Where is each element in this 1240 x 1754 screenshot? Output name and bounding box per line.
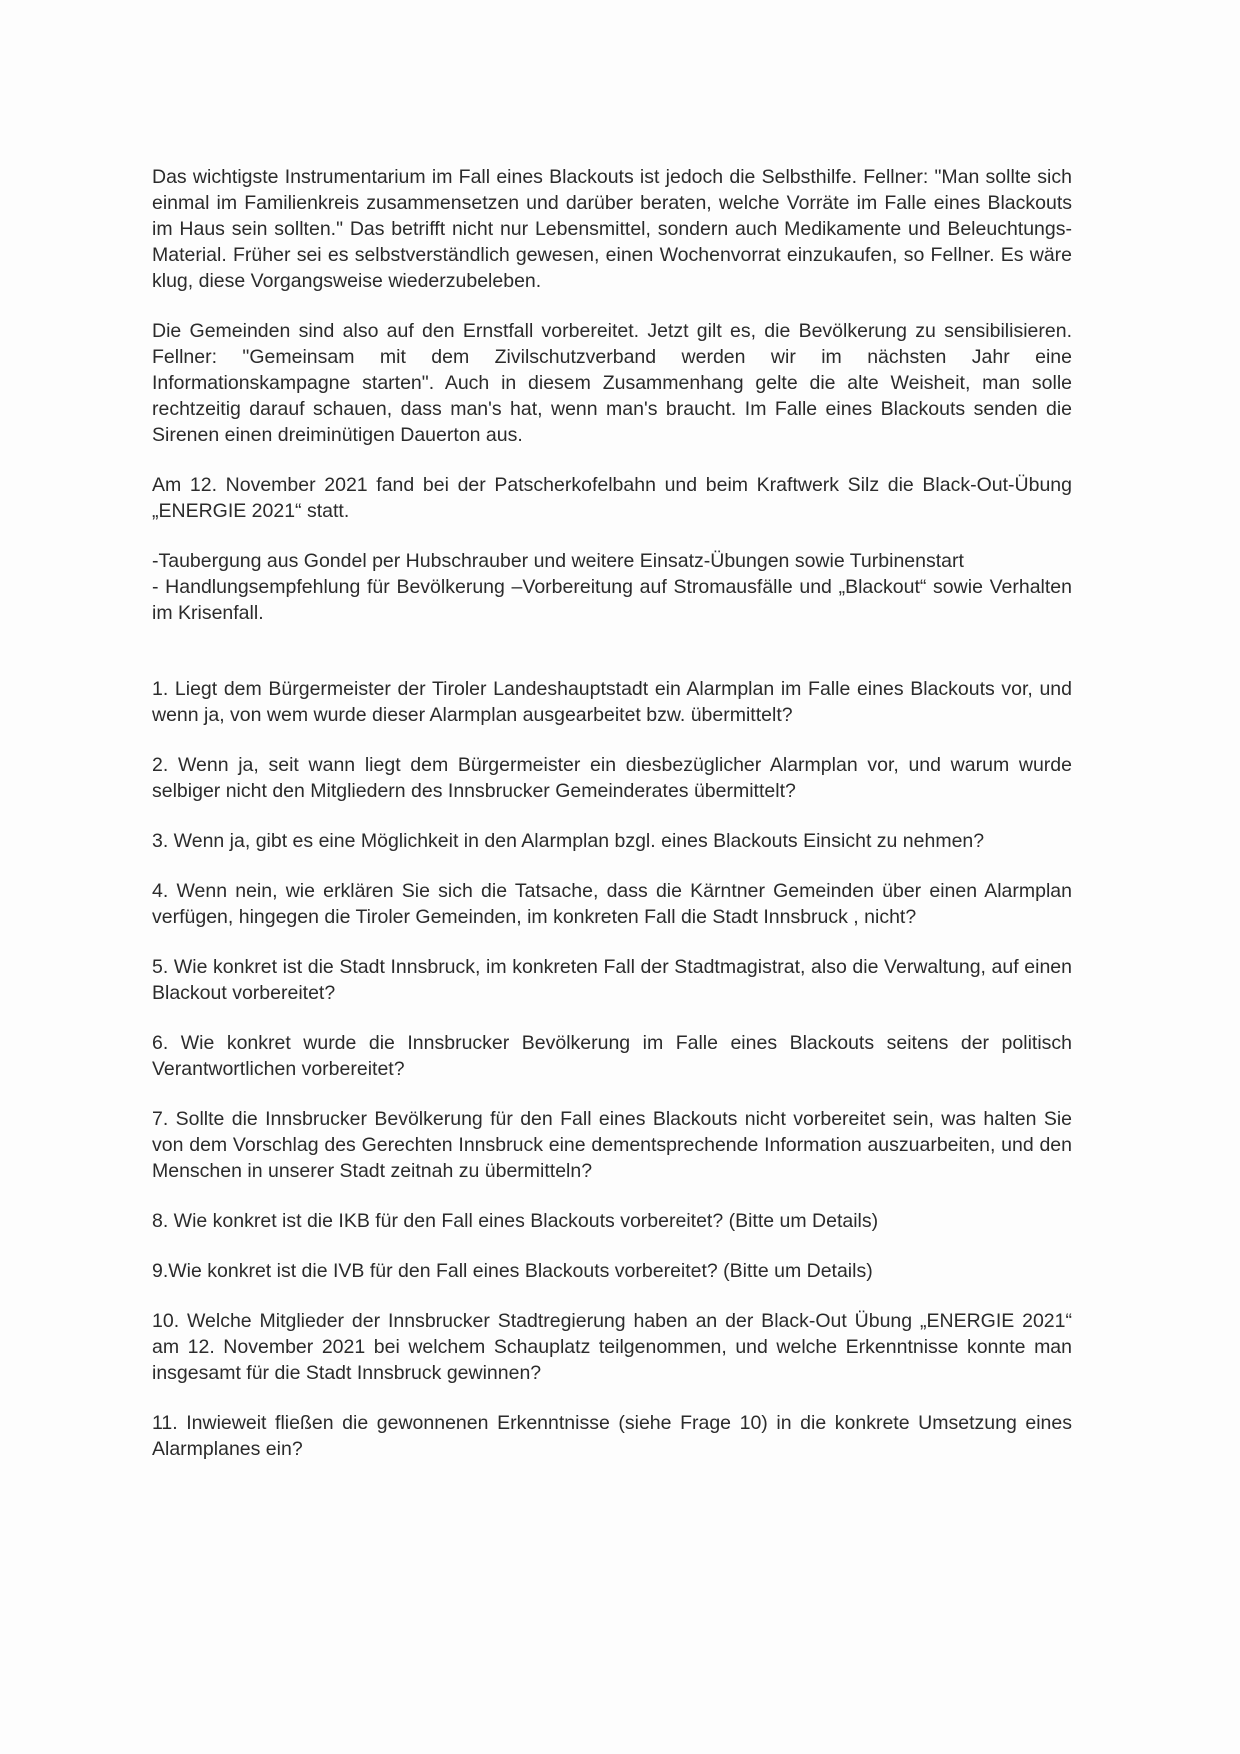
bullet-item: -Taubergung aus Gondel per Hubschrauber und weitere Einsatz-Übungen sowie Turbinenstart bbox=[152, 550, 964, 572]
question-7: 7. Sollte die Innsbrucker Bevölkerung für den Fall eines Blackouts nicht vorbereitet sein, was halten Sie von dem Vorschlag des Gerechten Innsbruck eine dementsprechende Information auszuarbeiten, und den Menschen in unserer Stadt zeitnah zu übermitteln? bbox=[152, 1108, 1072, 1182]
intro-paragraph-gemeinden: Die Gemeinden sind also auf den Ernstfall vorbereitet. Jetzt gilt es, die Bevölkerung zu sensibilisieren. Fellner: "Gemeinsam mit dem Zivilschutzverband werden wir im nächsten Jahr eine Informationskampagne starten". Auch in diesem Zusammenhang gelte die alte Weisheit, man solle rechtzeitig darauf schauen, dass man's hat, wenn man's braucht. Im Falle eines Blackouts senden die Sirenen einen dreiminütigen Dauerton aus. bbox=[152, 320, 1072, 446]
question-10: 10. Welche Mitglieder der Innsbrucker Stadtregierung haben an der Black-Out Übung „ENERGIE 2021“ am 12. November 2021 bei welchem Schauplatz teilgenommen, und welche Erkenntnisse konnte man insgesamt für die Stadt Innsbruck gewinnen? bbox=[152, 1310, 1072, 1384]
question-9: 9.Wie konkret ist die IVB für den Fall eines Blackouts vorbereitet? (Bitte um Details) bbox=[152, 1260, 873, 1282]
question-4: 4. Wenn nein, wie erklären Sie sich die Tatsache, dass die Kärntner Gemeinden über einen Alarmplan verfügen, hingegen die Tiroler Gemeinden, im konkreten Fall die Stadt Innsbruck , nicht? bbox=[152, 880, 1072, 928]
document-body bbox=[152, 164, 1072, 1486]
intro-paragraph-selbsthilfe: Das wichtigste Instrumentarium im Fall eines Blackouts ist jedoch die Selbsthilfe. Fellner: "Man sollte sich einmal im Familienkreis zusammensetzen und darüber beraten, welche Vorräte im Falle eines Blackouts im Haus sein sollten." Das betrifft nicht nur Lebensmittel, sondern auch Medikamente und Beleuchtungs-Material. Früher sei es selbstverständlich gewesen, einen Wochenvorrat einzukaufen, so Fellner. Es wäre klug, diese Vorgangsweise wiederzubeleben. bbox=[152, 166, 1072, 292]
question-6: 6. Wie konkret wurde die Innsbrucker Bevölkerung im Falle eines Blackouts seitens der politisch Verantwortlichen vorbereitet? bbox=[152, 1032, 1072, 1080]
question-1: 1. Liegt dem Bürgermeister der Tiroler Landeshauptstadt ein Alarmplan im Falle eines Blackouts vor, und wenn ja, von wem wurde dieser Alarmplan ausgearbeitet bzw. übermittelt? bbox=[152, 678, 1072, 726]
question-8: 8. Wie konkret ist die IKB für den Fall eines Blackouts vorbereitet? (Bitte um Details) bbox=[152, 1210, 879, 1232]
intro-paragraph-uebung: Am 12. November 2021 fand bei der Patscherkofelbahn und beim Kraftwerk Silz die Black-Out-Übung „ENERGIE 2021“ statt. bbox=[152, 474, 1072, 522]
bullet-item: - Handlungsempfehlung für Bevölkerung –Vorbereitung auf Stromausfälle und „Blackout“ sowie Verhalten im Krisenfall. bbox=[152, 576, 1072, 624]
question-11: 11. Inwieweit fließen die gewonnenen Erkenntnisse (siehe Frage 10) in die konkrete Umsetzung eines Alarmplanes ein? bbox=[152, 1412, 1072, 1460]
question-3: 3. Wenn ja, gibt es eine Möglichkeit in den Alarmplan bzgl. eines Blackouts Einsicht zu nehmen? bbox=[152, 830, 985, 852]
question-2: 2. Wenn ja, seit wann liegt dem Bürgermeister ein diesbezüglicher Alarmplan vor, und warum wurde selbiger nicht den Mitgliedern des Innsbrucker Gemeinderates übermittelt? bbox=[152, 754, 1072, 802]
question-5: 5. Wie konkret ist die Stadt Innsbruck, im konkreten Fall der Stadtmagistrat, also die Verwaltung, auf einen Blackout vorbereitet? bbox=[152, 956, 1072, 1004]
